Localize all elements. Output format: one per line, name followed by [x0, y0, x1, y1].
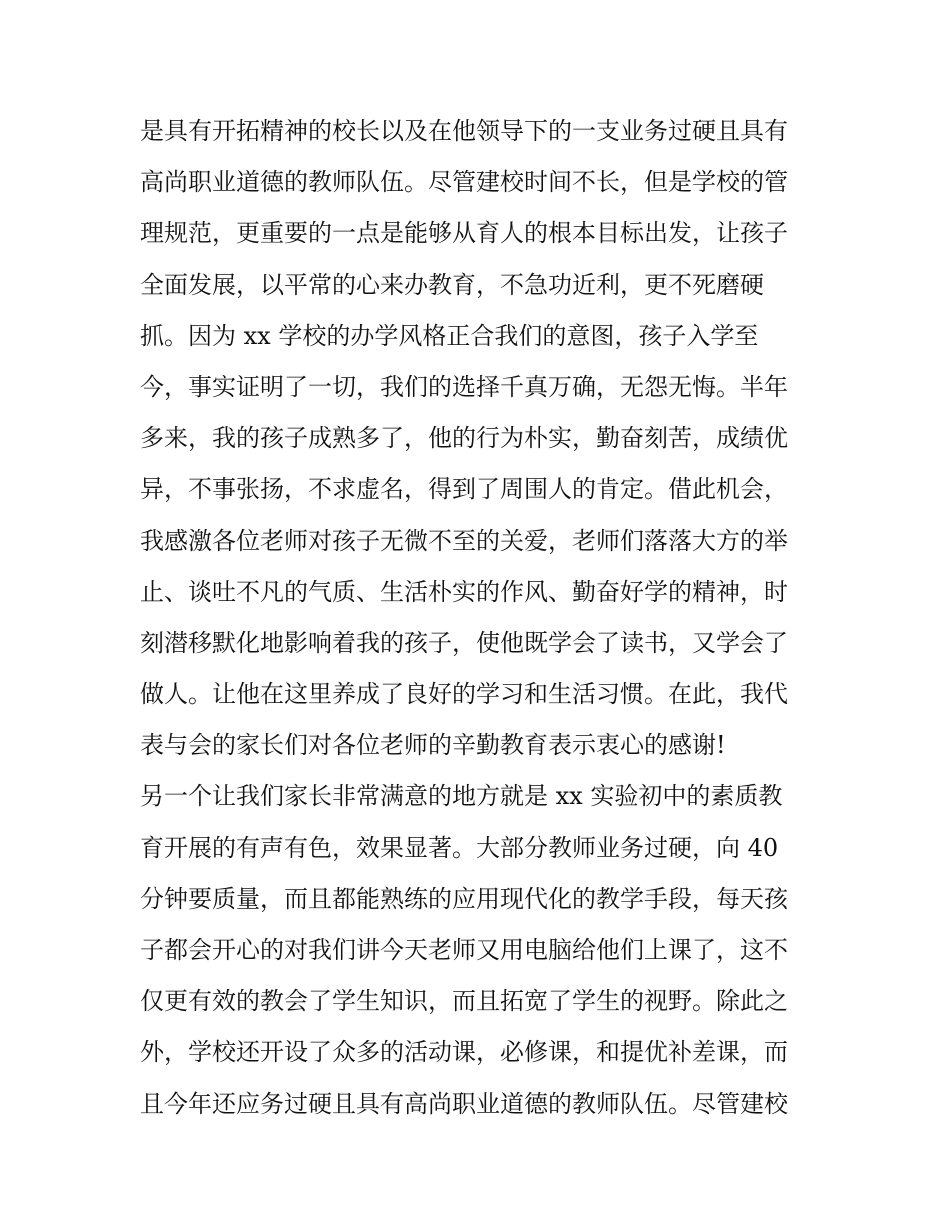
- text-line: 且今年还应务过硬且具有高尚职业道德的教师队伍。尽管建校: [140, 1089, 788, 1118]
- text-line: 仅更有效的教会了学生知识，而且拓宽了学生的视野。除此之: [140, 987, 788, 1016]
- text-line: 止、谈吐不凡的气质、生活朴实的作风、勤奋好学的精神，时: [140, 577, 788, 606]
- text-line: 多来，我的孩子成熟多了，他的行为朴实，勤奋刻苦，成绩优: [140, 424, 788, 453]
- text-line: 做人。让他在这里养成了良好的学习和生活习惯。在此，我代: [140, 680, 788, 709]
- text-line: 分钟要质量，而且都能熟练的应用现代化的教学手段，每天孩: [140, 884, 788, 913]
- text-line: 今，事实证明了一切，我们的选择千真万确，无怨无悔。半年: [140, 372, 788, 401]
- body-text: [140, 106, 820, 1130]
- text-line: 育开展的有声有色，效果显著。大部分教师业务过硬，向 40: [140, 833, 779, 862]
- text-line: 理规范，更重要的一点是能够从育人的根本目标出发，让孩子: [140, 219, 788, 248]
- text-line: 异，不事张扬，不求虚名，得到了周围人的肯定。借此机会，: [140, 475, 788, 504]
- text-line: 外，学校还开设了众多的活动课，必修课，和提优补差课，而: [140, 1038, 788, 1067]
- text-line: 我感激各位老师对孩子无微不至的关爱，老师们落落大方的举: [140, 526, 788, 555]
- text-line: 另一个让我们家长非常满意的地方就是 xx 实验初中的素质教: [140, 782, 783, 811]
- text-line: 子都会开心的对我们讲今天老师又用电脑给他们上课了，这不: [140, 936, 788, 964]
- text-line: 刻潜移默化地影响着我的孩子，使他既学会了读书，又学会了: [140, 628, 788, 657]
- text-line: 高尚职业道德的教师队伍。尽管建校时间不长，但是学校的管: [140, 168, 788, 197]
- text-line: 是具有开拓精神的校长以及在他领导下的一支业务过硬且具有: [140, 117, 788, 145]
- text-line: 抓。因为 xx 学校的办学风格正合我们的意图，孩子入学至: [140, 321, 759, 350]
- text-line: 全面发展，以平常的心来办教育，不急功近利，更不死磨硬: [140, 270, 764, 299]
- text-line: 表与会的家长们对各位老师的辛勤教育表示衷心的感谢!: [140, 731, 726, 760]
